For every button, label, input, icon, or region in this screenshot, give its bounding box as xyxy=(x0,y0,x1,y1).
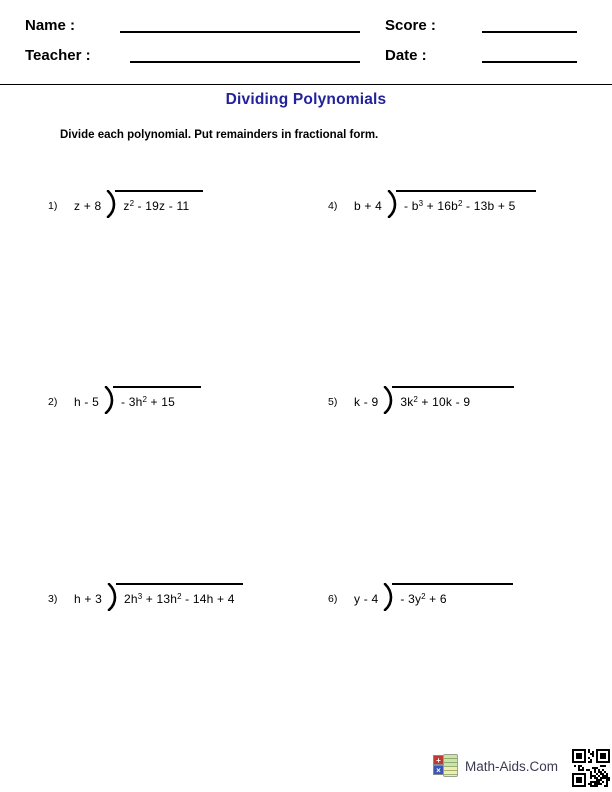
long-division-bracket xyxy=(107,583,243,611)
problems-grid xyxy=(48,190,612,783)
teacher-blank-line xyxy=(130,61,360,63)
dividend: - $b^3 + 16b^2 - 13b + 5$ xyxy=(396,190,535,213)
long-division-bracket xyxy=(383,583,512,611)
dividend: $3k^2 + 10k - 9$ xyxy=(392,386,514,409)
problem xyxy=(48,386,328,583)
teacher-label: Teacher : xyxy=(25,47,91,64)
qr-code-icon xyxy=(572,749,610,787)
problem-number: 2) xyxy=(48,396,58,408)
long-division-bracket xyxy=(387,190,535,218)
logo-notepad xyxy=(443,754,458,777)
long-division-bracket xyxy=(106,190,203,218)
math-aids-brand-link[interactable] xyxy=(433,754,558,778)
problem-number: 5) xyxy=(328,396,338,408)
dividend: $z^2 - 19z - 11$ xyxy=(115,190,203,213)
problem xyxy=(328,386,608,583)
name-blank-line xyxy=(120,31,360,33)
divisor: h - 5 xyxy=(74,395,100,409)
problem xyxy=(328,190,608,386)
problem-number: 4) xyxy=(328,200,338,212)
brand-text: Math-Aids.Com xyxy=(465,758,559,774)
date-label: Date : xyxy=(385,47,427,64)
name-label: Name : xyxy=(25,17,76,34)
divisor: k - 9 xyxy=(354,395,379,409)
divisor: b + 4 xyxy=(354,199,383,213)
divisor: h + 3 xyxy=(74,592,103,606)
problem xyxy=(328,583,608,783)
divisor: z + 8 xyxy=(74,199,102,213)
logo-plus-cell: + xyxy=(433,755,444,765)
score-blank-line xyxy=(482,31,577,33)
problem-number: 3) xyxy=(48,593,58,605)
problem-number: 1) xyxy=(48,200,58,212)
date-blank-line xyxy=(482,61,577,63)
instructions-text: Divide each polynomial. Put remainders in fractional form. xyxy=(60,129,379,141)
logo-times-cell: × xyxy=(433,765,444,775)
math-aids-logo-icon xyxy=(433,754,459,778)
problem xyxy=(48,583,328,783)
long-division-bracket xyxy=(104,386,201,414)
dividend: $2h^3 + 13h^2 - 14h + 4$ xyxy=(116,583,243,606)
problem-number: 6) xyxy=(328,593,338,605)
score-label: Score : xyxy=(385,17,436,34)
dividend: - $3y^2 + 6$ xyxy=(392,583,512,606)
dividend: - $3h^2 + 15$ xyxy=(113,386,201,409)
page-title: Dividing Polynomials xyxy=(225,91,387,108)
problem xyxy=(48,190,328,386)
long-division-bracket xyxy=(383,386,514,414)
divisor: y - 4 xyxy=(354,592,379,606)
header-divider xyxy=(0,84,612,85)
